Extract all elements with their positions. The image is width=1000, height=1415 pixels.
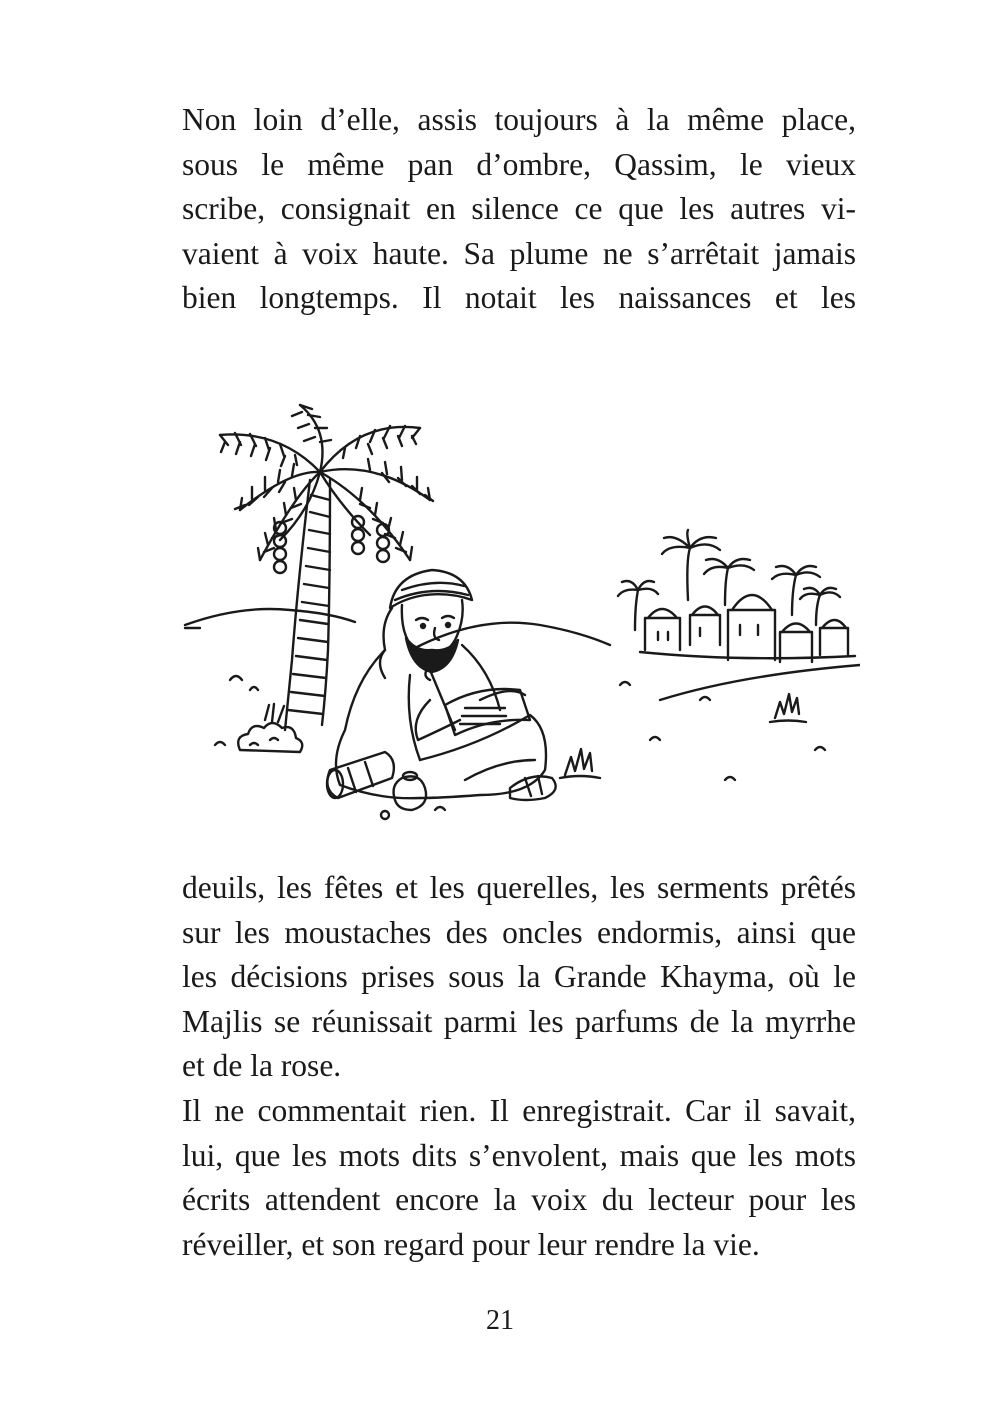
palm-fronds bbox=[220, 405, 433, 560]
paragraph-top bbox=[182, 98, 856, 321]
hill-line bbox=[415, 623, 610, 648]
text-line: sur les moustaches des oncles endormis, ainsi que bbox=[182, 914, 856, 950]
text-line: Non loin d’elle, assis toujours à la même place, bbox=[182, 102, 856, 137]
bush bbox=[238, 723, 302, 752]
text-line: bien longtemps. Il notait les naissances et les bbox=[182, 280, 856, 316]
page-number: 21 bbox=[486, 1305, 514, 1336]
grass-tuft bbox=[775, 694, 799, 718]
text-line: les décisions prises sous la Grande Khayma, où le bbox=[182, 959, 856, 995]
dates-cluster bbox=[274, 516, 389, 573]
text-line: et de la rose. bbox=[182, 1048, 342, 1084]
text-line: écrits attendent encore la voix du lecteur pour les bbox=[182, 1182, 856, 1218]
text-line: Il ne commentait rien. Il enregistrait. Car il savait, bbox=[182, 1092, 856, 1128]
text-line: lui, que les mots dits s’envolent, mais que les mots bbox=[182, 1137, 856, 1173]
text-line: sous le même pan d’ombre, Qassim, le vieux bbox=[182, 146, 856, 182]
scribe-figure bbox=[336, 570, 556, 800]
scribe-under-palm-illustration bbox=[180, 400, 860, 830]
grass-tuft bbox=[565, 749, 592, 775]
text-line: Majlis se réunissait parmi les parfums de la myrrhe bbox=[182, 1003, 856, 1039]
ground-line bbox=[660, 665, 860, 700]
paragraph-bottom bbox=[182, 866, 856, 1267]
text-line: scribe, consignait en silence ce que les autres vi- bbox=[182, 191, 856, 227]
text-line: vaient à voix haute. Sa plume ne s’arrêtait jamais bbox=[182, 235, 856, 271]
village bbox=[640, 595, 855, 662]
text-line: deuils, les fêtes et les querelles, les serments prêtés bbox=[182, 870, 856, 905]
text-line: réveiller, et son regard pour leur rendre la vie. bbox=[182, 1226, 760, 1262]
